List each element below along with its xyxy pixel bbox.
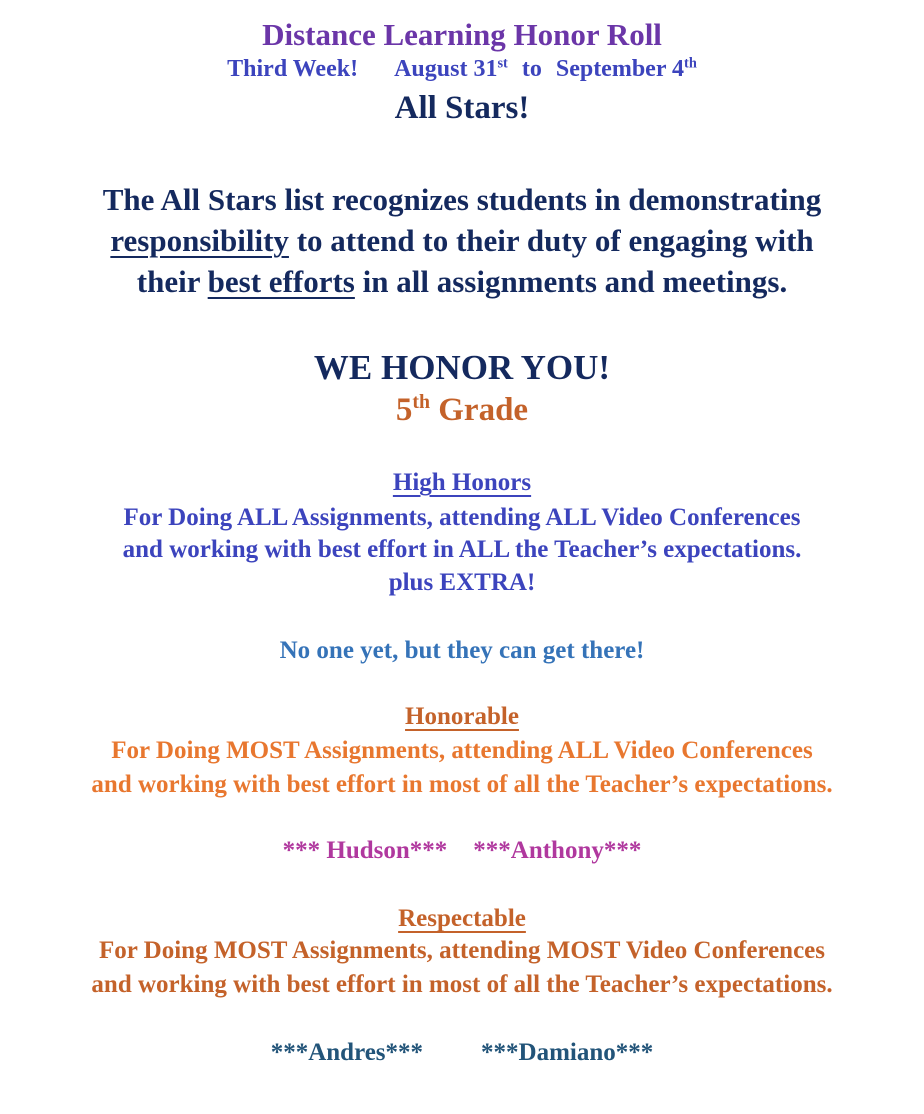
high-honors-title: High Honors (392, 469, 532, 496)
intro-underlined-best-efforts: best efforts (207, 264, 355, 299)
honorable-name: *** Hudson*** (282, 837, 448, 864)
date-end: September 4 (555, 56, 685, 82)
high-honors-desc-3: plus EXTRA! (388, 569, 536, 596)
week-label: Third Week! (227, 56, 359, 82)
date-end-suffix: th (684, 55, 697, 72)
intro-line-3 (0, 266, 924, 297)
document-title: Distance Learning Honor Roll (262, 17, 662, 52)
high-honors-note: No one yet, but they can get there! (279, 637, 645, 664)
grade-number: 5 (395, 392, 413, 428)
respectable-name: ***Andres*** (270, 1039, 424, 1066)
intro-line-3-start: their (136, 264, 208, 299)
honorable-name: ***Anthony*** (473, 837, 642, 864)
grade-heading (0, 391, 924, 428)
respectable-title: Respectable (398, 905, 526, 932)
intro-underlined-responsibility: responsibility (110, 223, 289, 258)
intro-line-1: The All Stars list recognizes students in demonstrating (102, 182, 822, 217)
high-honors-desc-1: For Doing ALL Assignments, attending ALL Video Conferences (123, 504, 801, 531)
honor-heading: WE HONOR YOU! (313, 348, 611, 387)
date-to: to (521, 56, 542, 82)
honorable-desc-2: and working with best effort in most of all the Teacher’s expectations. (91, 771, 833, 798)
honorable-desc-1: For Doing MOST Assignments, attending ALL Video Conferences (111, 737, 813, 764)
respectable-names (0, 1040, 924, 1065)
grade-word: Grade (430, 392, 529, 428)
respectable-desc-2: and working with best effort in most of all the Teacher’s expectations. (91, 971, 833, 998)
date-range-line (0, 57, 924, 81)
intro-line-3-rest: in all assignments and meetings. (354, 264, 788, 299)
honorable-title: Honorable (405, 703, 519, 730)
intro-line-2 (0, 225, 924, 256)
intro-line-2-rest: to attend to their duty of engaging with (288, 223, 814, 258)
date-start: August 31 (394, 56, 498, 82)
respectable-desc-1: For Doing MOST Assignments, attending MOST Video Conferences (99, 937, 825, 964)
date-start-suffix: st (497, 55, 508, 72)
respectable-name: ***Damiano*** (481, 1039, 654, 1066)
honorable-names (0, 838, 924, 863)
grade-suffix: th (412, 391, 430, 414)
high-honors-desc-2: and working with best effort in ALL the Teacher’s expectations. (122, 536, 802, 563)
subtitle: All Stars! (394, 90, 530, 126)
